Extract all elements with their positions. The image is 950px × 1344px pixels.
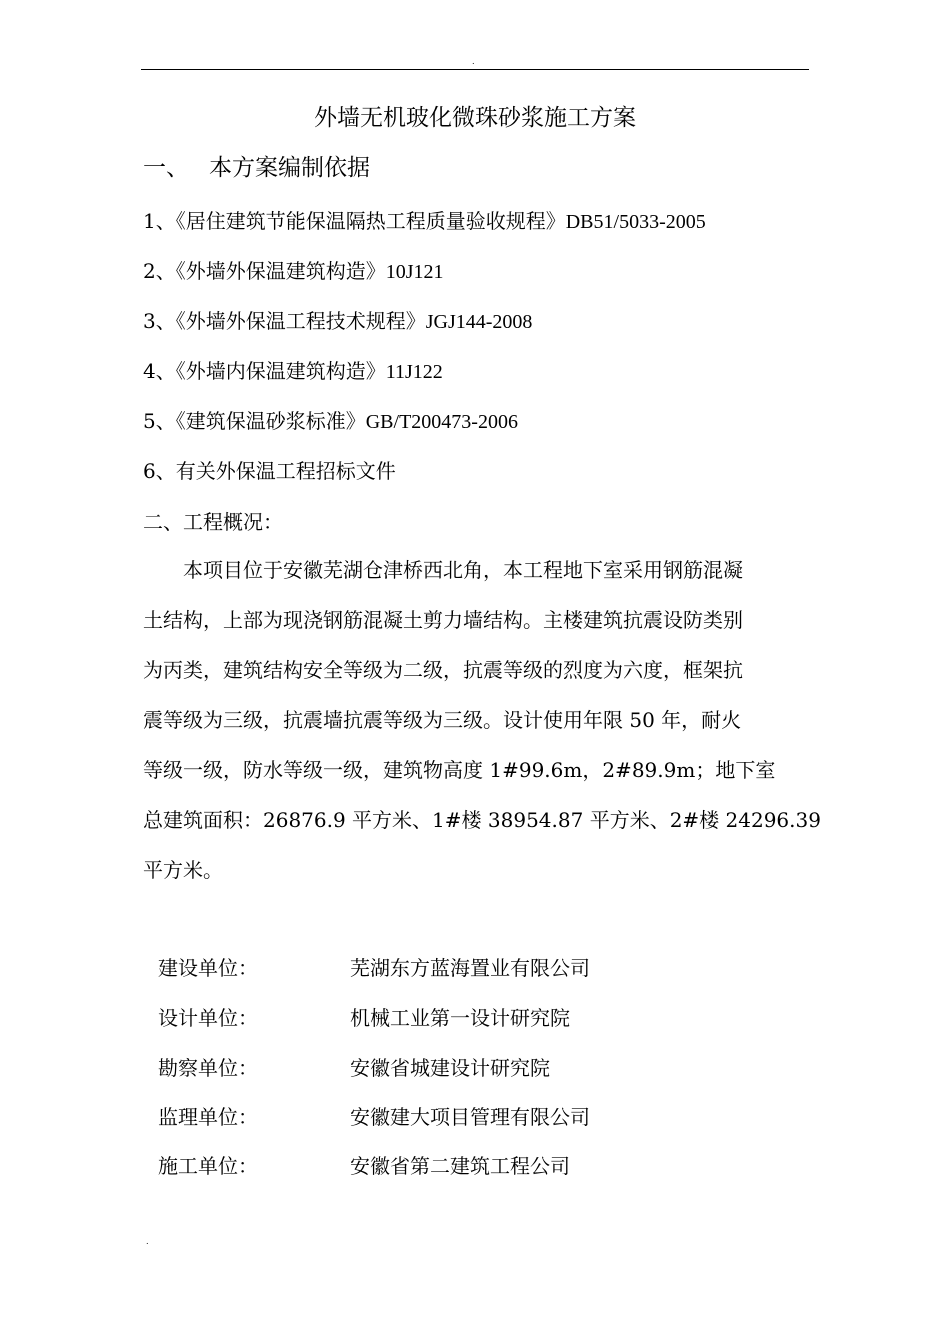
party-value: 安徽省城建设计研究院 bbox=[350, 1056, 550, 1080]
party-label: 勘察单位： bbox=[158, 1056, 258, 1080]
party-label: 建设单位： bbox=[158, 956, 258, 980]
party-value: 芜湖东方蓝海置业有限公司 bbox=[350, 956, 590, 980]
reference-item bbox=[143, 256, 444, 287]
document-title: 外墙无机玻化微珠砂浆施工方案 bbox=[314, 105, 636, 131]
overview-line: 平方米。 bbox=[143, 858, 223, 882]
party-value: 安徽建大项目管理有限公司 bbox=[350, 1105, 590, 1129]
overview-line: 土结构，上部为现浇钢筋混凝土剪力墙结构。主楼建筑抗震设防类别 bbox=[143, 608, 743, 632]
reference-code: 11J122 bbox=[385, 361, 443, 383]
reference-code: DB51/5033-2005 bbox=[565, 211, 706, 233]
footer-dot: . bbox=[146, 1237, 149, 1246]
reference-code: 10J121 bbox=[385, 261, 444, 283]
reference-item bbox=[143, 306, 532, 337]
reference-text: 3、《外墙外保温工程技术规程》 bbox=[143, 309, 426, 333]
reference-text: 2、《外墙外保温建筑构造》 bbox=[143, 259, 386, 283]
section-title: 本方案编制依据 bbox=[209, 155, 370, 181]
reference-item bbox=[143, 456, 396, 487]
reference-item bbox=[143, 206, 706, 237]
reference-item bbox=[143, 406, 518, 437]
reference-text: 1、《居住建筑节能保温隔热工程质量验收规程》 bbox=[143, 209, 566, 233]
overview-line: 为丙类，建筑结构安全等级为二级，抗震等级的烈度为六度，框架抗 bbox=[143, 658, 743, 682]
reference-text: 4、《外墙内保温建筑构造》 bbox=[143, 359, 386, 383]
party-label: 监理单位： bbox=[158, 1105, 258, 1129]
section-heading-basis bbox=[143, 150, 370, 186]
overview-line: 等级一级，防水等级一级，建筑物高度 1#99.6m，2#89.9m；地下室 bbox=[143, 758, 776, 782]
section-number: 一、 bbox=[143, 155, 189, 181]
section-heading-overview: 二、工程概况： bbox=[143, 510, 283, 534]
party-label: 设计单位： bbox=[158, 1006, 258, 1030]
reference-code: GB/T200473-2006 bbox=[365, 411, 518, 433]
header-dot: . bbox=[472, 57, 475, 66]
reference-text: 6、有关外保温工程招标文件 bbox=[143, 459, 396, 483]
party-value: 机械工业第一设计研究院 bbox=[350, 1006, 570, 1030]
party-value: 安徽省第二建筑工程公司 bbox=[350, 1154, 570, 1178]
overview-line: 总建筑面积：26876.9 平方米、1#楼 38954.87 平方米、2#楼 24296.39 bbox=[143, 808, 821, 832]
overview-line: 震等级为三级，抗震墙抗震等级为三级。设计使用年限 50 年，耐火 bbox=[143, 708, 742, 732]
reference-item bbox=[143, 356, 443, 387]
overview-line: 本项目位于安徽芜湖仓津桥西北角，本工程地下室采用钢筋混凝 bbox=[143, 558, 743, 582]
reference-text: 5、《建筑保温砂浆标准》 bbox=[143, 409, 366, 433]
header-rule bbox=[141, 69, 809, 70]
party-label: 施工单位： bbox=[158, 1154, 258, 1178]
reference-code: JGJ144-2008 bbox=[425, 311, 533, 333]
